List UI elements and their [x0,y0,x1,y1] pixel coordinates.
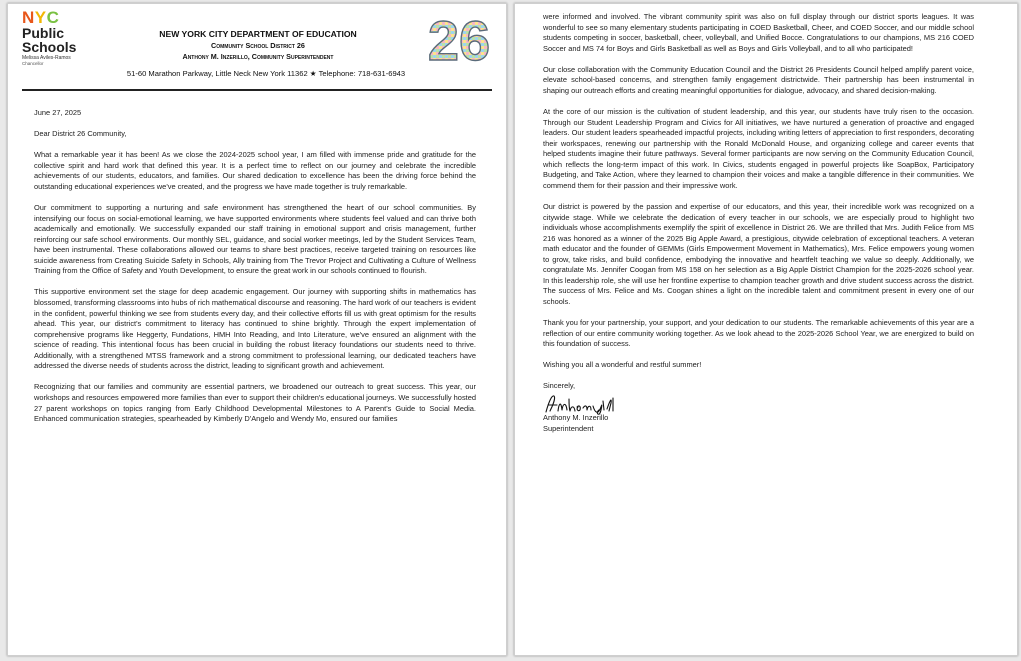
paragraph-student-leadership: At the core of our mission is the cultivation of student leadership, and this year, our students have truly risen to the occasion. Through our Student Leadership Program and Civics for All initiatives, we have nurtured a generation of proactive and engaged leaders. Our student leaders spearheaded impactful projects, including writing letters of appreciation to first responders, decorating their workspaces, renewing our partnership with the Ronald McDonald House, and organizing college and career events that helped students imagine their future pathways. Several former participants are now serving on the Community Education Council, which reflects the long-term impact of this work. In Civics, students engaged in powerful projects like SoapBox, Participatory Budgeting, and Take Action, where they learned to champion their voices and make a tangible difference in their communities. We commend them for their passion and their impressive work. [543,107,974,190]
chancellor-title: Chancellor [22,61,44,66]
badge-26-text: 26 [427,10,491,68]
handwritten-signature-icon [543,393,617,415]
letter-body-page-1 [34,108,476,425]
paragraph-council-collaboration: Our close collaboration with the Community Education Council and the District 26 Presidents Council helped amplify parent voice, elevate school-based concerns, and strengthen family engagement districtwide. Their partnership has been instrumental in shaping our outreach efforts and creating meaningful opportunities for dialogue, advocacy, and shared decision-making. [543,64,974,95]
signer-name: Anthony M. Inzerillo [543,412,609,422]
logo-public-text: Public [22,25,65,41]
district-name: Community School District 26 [211,41,305,50]
letter-page-1 [7,3,507,656]
logo-nyc-wordmark: NYC [22,8,60,27]
letterhead-address: 51-60 Marathon Parkway, Little Neck New York 11362 ★ Telephone: 718-631-6943 [126,69,406,78]
superintendent-line: Anthony M. Inzerillo, Community Superintendent [182,52,334,61]
chancellor-name: Melissa Aviles-Ramos [22,55,71,61]
paragraph-educators: Our district is powered by the passion and expertise of our educators, and this year, their incredible work was recognized on a citywide stage. While we celebrate the dedication of every teacher in our schools, we are especially proud to highlight two individuals whose accomplishments exemplify the spirit of excellence in District 26. We are thrilled that Mrs. Judith Felice from MS 216 was honored as a winner of the 2025 Big Apple Award, a prestigious, citywide celebration of exceptional teachers. A veteran math educator and the founder of GEMMs (Girls Empowerment Movement in Mathematics), Mrs. Felice empowers young women to grow, take risks, and build confidence, embodying the innovative and heartfelt teaching we value so deeply. Additionally, we congratulate Ms. Jennifer Coogan from MS 158 on her selection as a Big Apple District Champion for the 2025-2026 school year. In this leadership role, she will use her frontline expertise to champion teacher growth and drive student success across the district. The success of Mrs. Felice and Ms. Coogan shines a light on the incredible talent and commitment present in every one of our schools. [543,201,974,306]
logo-schools-text: Schools [22,39,77,55]
paragraph-reflection: What a remarkable year it has been! As we close the 2024-2025 school year, I am filled with immense pride and gratitude for the collective spirit and hard work that defined this year. It is a perfect time to reflect on our journey and celebrate the incredible achievements of our students, educators, and families. Our shared dedication to excellence has been the driving force behind the outstanding educational experiences we've created, and the progress we have made together is truly remarkable. [34,150,476,191]
paragraph-safe-environment: Our commitment to supporting a nurturing and safe environment has strengthened the heart of our school communities. By intensifying our focus on social-emotional learning, we have supported environments where students feel valued and can thrive both academically and emotionally. We successfully expanded our staff training in emotional support and crisis management, further reinforcing our safe school environments. Our monthly SEL, guidance, and social worker meetings, led by the Student Services Team, have been instrumental. These collaborations allowed our teams to share best practices, receive targeted training on resources like suicide awareness from Creating Suicide Safety in Schools, Ally training from The Trevor Project and Cultivating a Culture of Wellness Training from the Office of Safety and Youth Development, to ensure the great work in our schools continued to flourish. [34,203,476,276]
letter-date: June 27, 2025 [34,108,82,117]
letterhead-center [98,28,418,62]
department-name: NEW YORK CITY DEPARTMENT OF EDUCATION [159,29,357,39]
sincerely: Sincerely, [543,381,576,391]
paragraph-families-part-2: were informed and involved. The vibrant community spirit was also on full display through our district sports leagues. It was wonderful to see so many elementary students participating in COED Basketball, Cheer, and COED Soccer, and our middle school students competing in soccer, basketball, cheer, volleyball, and Unified Bocce. Congratulations to our champions, MS 216 COED Soccer and MS 74 for Boys and Girls Basketball as well as Boys and Girls Volleyball, and to all who participated! [543,12,974,53]
signer-title: Superintendent [543,423,594,433]
signature-block [543,381,974,434]
district-26-badge-icon [424,10,494,68]
letter-salutation: Dear District 26 Community, [34,129,127,139]
letter-page-2 [514,3,1018,656]
paragraph-families-part-1: Recognizing that our families and community are essential partners, we broadened our outreach to great success. This year, our workshops and resources empowered more families than ever to support their children's educational journeys. We successfully hosted 27 parent workshops on topics ranging from Early Childhood Developmental Milestones to A Parent's Guide to Social Media. Enhanced communication strategies, spearheaded by Kimberly D'Angelo and Wendy Mo, ensured our families [34,382,476,424]
letterhead-divider [22,89,492,91]
paragraph-academics: This supportive environment set the stage for deep academic engagement. Our journey with supporting shifts in mathematics has blossomed, transforming classrooms into hubs of rich mathematical discourse and reasoning. The hard work of our teachers is evident in the confident, powerful thinking we see from students every day, and their collective efforts fill us with great optimism for the results ahead. This year, our district's commitment to literacy has continued to shine brightly. Through the expert implementation of comprehensive programs like Heggerty, Fundations, HMH Into Reading, and Into Literature, we've ensured an alignment with the science of reading. This intentional focus has been crucial in building the robust literacy foundations our students need to thrive. Additionally, with a strengthened MTSS framework and a strong commitment to professional learning, our dedicated teachers have addressed the diverse needs of students across the district, leading to significant growth and achievement. [34,287,476,371]
paragraph-thank-you: Thank you for your partnership, your support, and your dedication to our students. The remarkable achievements of this year are a reflection of our entire community working together. As we look ahead to the 2025-2026 School Year, we are energized to build on this foundation of success. [543,318,974,349]
nyc-public-schools-logo [22,10,92,66]
letter-body-page-2 [543,12,974,434]
closing-wish: Wishing you all a wonderful and restful summer! [543,360,702,370]
